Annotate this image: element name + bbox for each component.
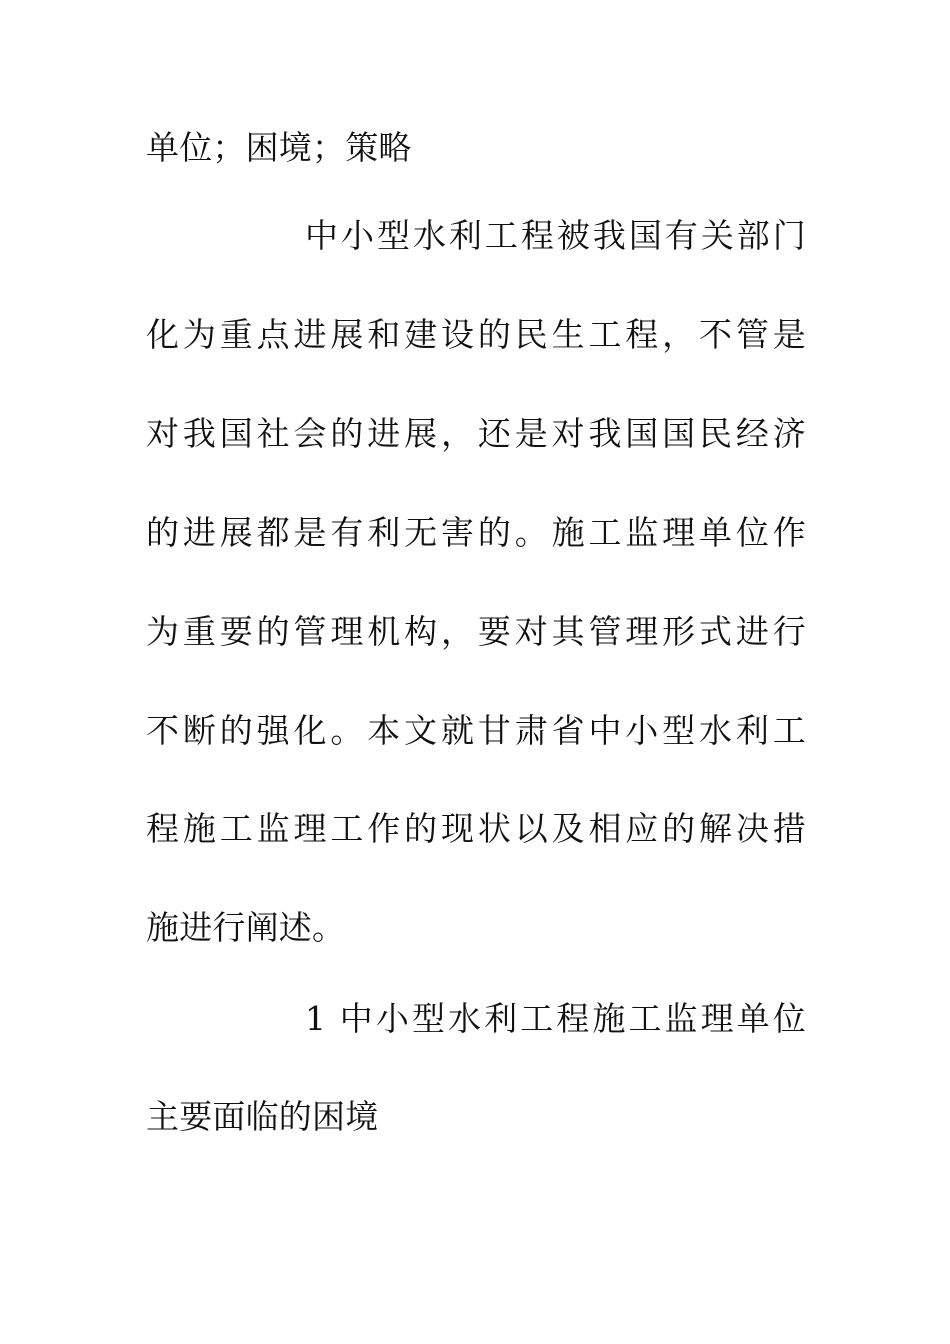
paragraph-line: 不断的强化。本文就甘肃省中小型水利工 xyxy=(146,711,806,750)
paragraph-line: 程施工监理工作的现状以及相应的解决措 xyxy=(146,809,806,848)
paragraph-line: 中小型水利工程被我国有关部门 xyxy=(305,216,806,255)
paragraph-line: 的进展都是有利无害的。施工监理单位作 xyxy=(146,513,806,552)
keywords-line: 单位；困境；策略 xyxy=(146,128,412,167)
section-heading-line: 1 中小型水利工程施工监理单位 xyxy=(305,999,806,1038)
section-heading-line: 主要面临的困境 xyxy=(146,1097,379,1136)
paragraph-line: 施进行阐述。 xyxy=(146,908,346,947)
paragraph-line: 对我国社会的进展，还是对我国国民经济 xyxy=(146,414,806,453)
paragraph-line: 化为重点进展和建设的民生工程，不管是 xyxy=(146,315,806,354)
paragraph-line: 为重要的管理机构，要对其管理形式进行 xyxy=(146,612,806,651)
